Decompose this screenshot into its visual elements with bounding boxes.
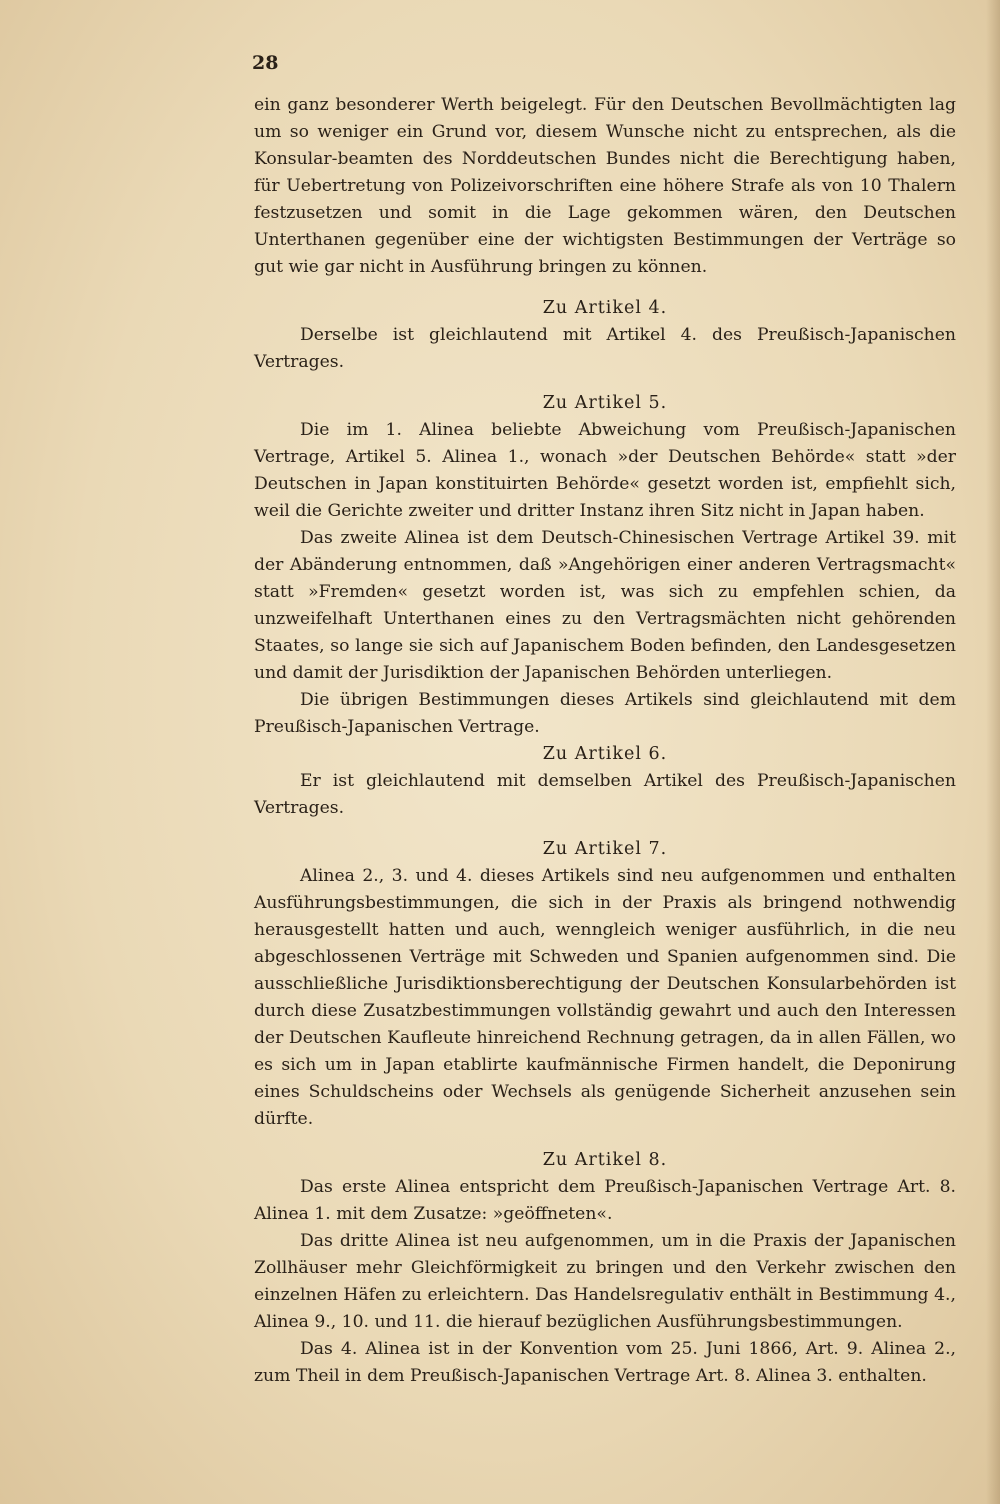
section-heading: Zu Artikel 8. xyxy=(542,1150,668,1170)
paragraph: Das erste Alinea entspricht dem Preußisch-Japanischen Vertrage Art. 8. Alinea 1. mit dem Zusatze: »geöffneten«. xyxy=(254,1177,956,1224)
paragraph: Die übrigen Bestimmungen dieses Artikels sind gleichlautend mit dem Preußisch-Japanischen Vertrage. xyxy=(254,690,956,737)
document-body xyxy=(254,92,956,1390)
paragraph: Die im 1. Alinea beliebte Abweichung vom Preußisch-Japanischen Vertrage, Artikel 5. Alinea 1., wonach »der Deutschen Behörde« statt »der Deutschen in Japan konstituirten Behörde« gesetzt worden ist, empfiehlt sich, weil die Gerichte zweiter und dritter Instanz ihren Sitz nicht in Japan haben. xyxy=(254,420,956,521)
section-heading: Zu Artikel 5. xyxy=(542,393,668,413)
paragraph: Das zweite Alinea ist dem Deutsch-Chinesischen Vertrage Artikel 39. mit der Abänderung entnommen, daß »Angehörigen einer anderen Vertragsmacht« statt »Fremden« gesetzt worden ist, was sich zu empfehlen schien, da unzweifelhaft Unterthanen eines zu den Vertragsmächten nicht gehörenden Staates, so lange sie sich auf Japanischem Boden befinden, den Landesgesetzen und damit der Jurisdiktion der Japanischen Behörden unterliegen. xyxy=(254,528,956,683)
page-number: 28 xyxy=(252,52,279,74)
paragraph: ein ganz besonderer Werth beigelegt. Für den Deutschen Bevollmächtigten lag um so weniger ein Grund vor, diesem Wunsche nicht zu entsprechen, als die Konsular-beamten des Norddeutschen Bundes nicht die Berechtigung haben, für Uebertretung von Polizeivorschriften eine höhere Strafe als von 10 Thalern festzusetzen und somit in die Lage gekommen wären, den Deutschen Unterthanen gegenüber eine der wichtigsten Bestimmungen der Verträge so gut wie gar nicht in Ausführung bringen zu können. xyxy=(254,95,956,277)
page-edge-shadow xyxy=(986,0,1000,1504)
paragraph: Derselbe ist gleichlautend mit Artikel 4. des Preußisch-Japanischen Vertrages. xyxy=(254,325,956,372)
paragraph: Er ist gleichlautend mit demselben Artikel des Preußisch-Japanischen Vertrages. xyxy=(254,771,956,818)
section-heading: Zu Artikel 7. xyxy=(542,839,668,859)
section-heading: Zu Artikel 6. xyxy=(542,744,668,764)
paragraph: Alinea 2., 3. und 4. dieses Artikels sind neu aufgenommen und enthalten Ausführungsbestimmungen, die sich in der Praxis als bringend nothwendig herausgestellt hatten und auch, wenngleich weniger ausführlich, in die neu abgeschlossenen Verträge mit Schweden und Spanien aufgenommen sind. Die ausschließliche Jurisdiktionsberechtigung der Deutschen Konsularbehörden ist durch diese Zusatzbestimmungen vollständig gewahrt und auch den Interessen der Deutschen Kaufleute hinreichend Rechnung getragen, da in allen Fällen, wo es sich um in Japan etablirte kaufmännische Firmen handelt, die Deponirung eines Schuldscheins oder Wechsels als genügende Sicherheit anzusehen sein dürfte. xyxy=(254,866,956,1129)
paragraph: Das dritte Alinea ist neu aufgenommen, um in die Praxis der Japanischen Zollhäuser mehr Gleichförmigkeit zu bringen und den Verkehr zwischen den einzelnen Häfen zu erleichtern. Das Handelsregulativ enthält in Bestimmung 4., Alinea 9., 10. und 11. die hierauf bezüglichen Ausführungsbestimmungen. xyxy=(254,1231,956,1332)
section-heading: Zu Artikel 4. xyxy=(542,298,668,318)
paragraph: Das 4. Alinea ist in der Konvention vom 25. Juni 1866, Art. 9. Alinea 2., zum Theil in dem Preußisch-Japanischen Vertrage Art. 8. Alinea 3. enthalten. xyxy=(254,1339,956,1386)
